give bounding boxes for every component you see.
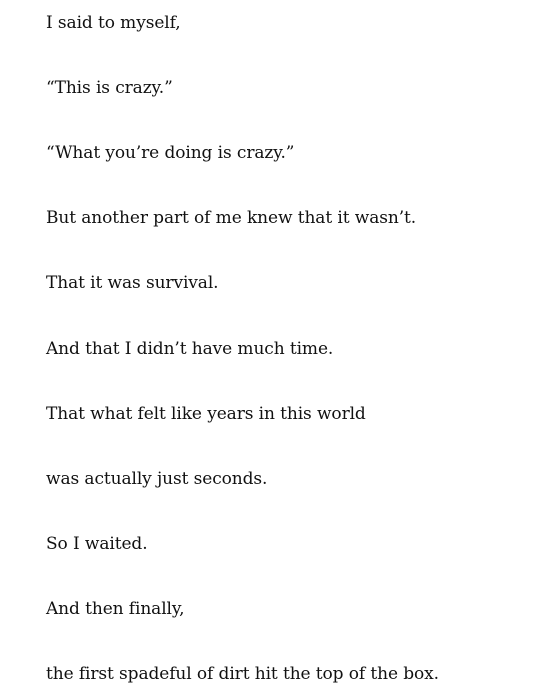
text-line: That it was survival. (46, 273, 219, 293)
text-line: So I waited. (46, 534, 148, 554)
text-line: And that I didn’t have much time. (46, 339, 334, 359)
text-line: But another part of me knew that it wasn’t. (46, 208, 417, 228)
text-line: I said to myself, (46, 13, 181, 33)
text-line: That what felt like years in this world (46, 404, 366, 424)
text-line: And then finally, (46, 599, 185, 619)
text-line: “This is crazy.” (46, 78, 173, 98)
text-line: was actually just seconds. (46, 469, 268, 489)
text-line: the first spadeful of dirt hit the top of the box. (46, 664, 439, 684)
text-line: “What you’re doing is crazy.” (46, 143, 295, 163)
